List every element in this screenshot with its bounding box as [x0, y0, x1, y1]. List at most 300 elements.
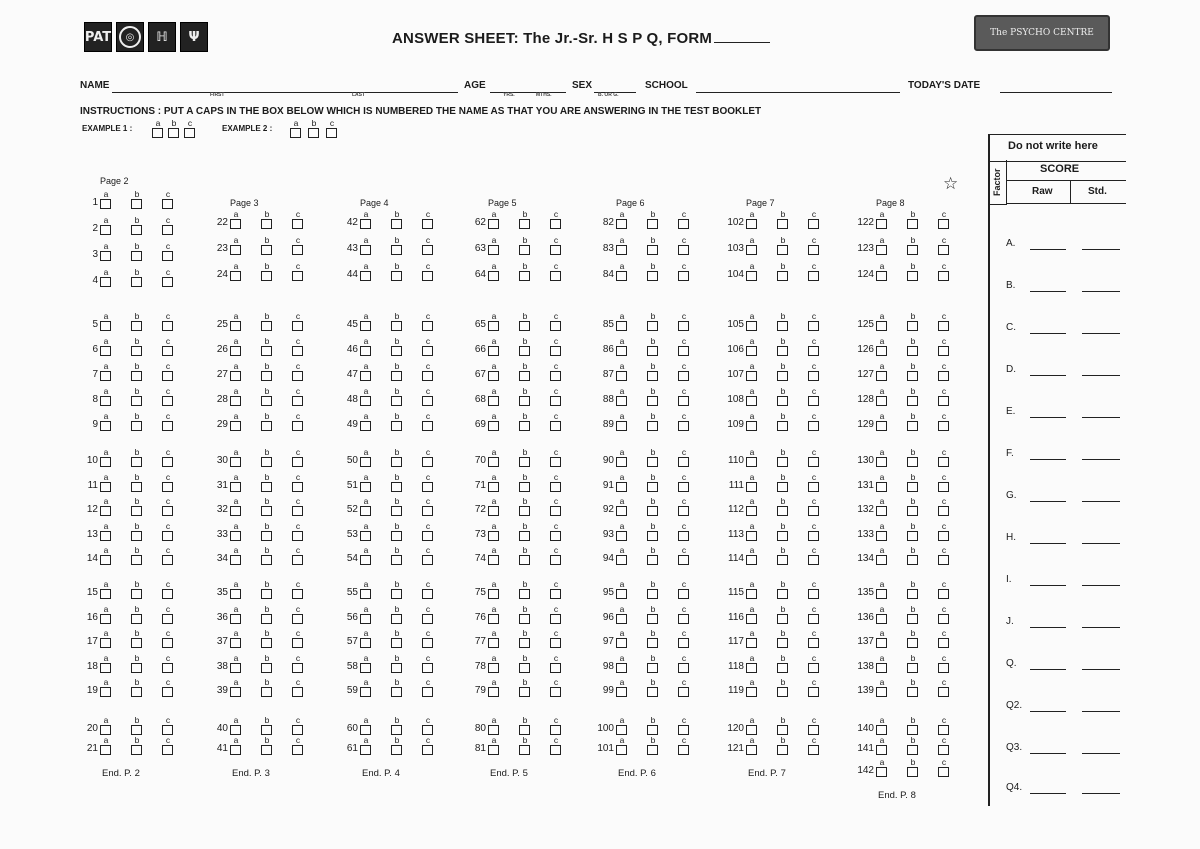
q28-option-c[interactable]	[292, 387, 304, 406]
q24-option-b[interactable]	[261, 262, 273, 281]
checkbox[interactable]	[938, 531, 949, 541]
q21-option-c[interactable]	[162, 736, 174, 755]
q72-option-b[interactable]	[519, 497, 531, 516]
checkbox[interactable]	[422, 371, 433, 381]
checkbox[interactable]	[519, 421, 530, 431]
checkbox[interactable]	[746, 638, 757, 648]
q10-option-b[interactable]	[131, 448, 143, 467]
q37-option-b[interactable]	[261, 629, 273, 648]
q39-option-b[interactable]	[261, 678, 273, 697]
checkbox[interactable]	[876, 745, 887, 755]
checkbox[interactable]	[519, 725, 530, 735]
q36-option-b[interactable]	[261, 605, 273, 624]
q111-option-c[interactable]	[808, 473, 820, 492]
checkbox[interactable]	[777, 482, 788, 492]
checkbox[interactable]	[907, 421, 918, 431]
checkbox[interactable]	[519, 396, 530, 406]
checkbox[interactable]	[808, 371, 819, 381]
checkbox[interactable]	[550, 663, 561, 673]
checkbox[interactable]	[907, 614, 918, 624]
checkbox[interactable]	[360, 663, 371, 673]
q67-option-a[interactable]	[488, 362, 500, 381]
checkbox[interactable]	[777, 457, 788, 467]
q140-option-b[interactable]	[907, 716, 919, 735]
checkbox[interactable]	[746, 555, 757, 565]
checkbox[interactable]	[230, 321, 241, 331]
checkbox[interactable]	[261, 482, 272, 492]
q97-option-a[interactable]	[616, 629, 628, 648]
q35-option-c[interactable]	[292, 580, 304, 599]
q130-option-a[interactable]	[876, 448, 888, 467]
q104-option-c[interactable]	[808, 262, 820, 281]
q6-option-a[interactable]	[100, 337, 112, 356]
checkbox[interactable]	[261, 725, 272, 735]
q114-option-b[interactable]	[777, 546, 789, 565]
checkbox[interactable]	[808, 219, 819, 229]
q132-option-a[interactable]	[876, 497, 888, 516]
q96-option-b[interactable]	[647, 605, 659, 624]
q122-option-a[interactable]	[876, 210, 888, 229]
checkbox[interactable]	[162, 745, 173, 755]
q115-option-a[interactable]	[746, 580, 758, 599]
q64-option-b[interactable]	[519, 262, 531, 281]
q13-option-a[interactable]	[100, 522, 112, 541]
checkbox[interactable]	[550, 421, 561, 431]
checkbox[interactable]	[550, 725, 561, 735]
q115-option-b[interactable]	[777, 580, 789, 599]
q4-option-c[interactable]	[162, 268, 174, 287]
checkbox[interactable]	[938, 245, 949, 255]
checkbox[interactable]	[391, 638, 402, 648]
checkbox[interactable]	[616, 421, 627, 431]
q4-option-a[interactable]	[100, 268, 112, 287]
checkbox[interactable]	[678, 589, 689, 599]
checkbox[interactable]	[746, 506, 757, 516]
q107-option-a[interactable]	[746, 362, 758, 381]
checkbox[interactable]	[519, 687, 530, 697]
q34-option-a[interactable]	[230, 546, 242, 565]
checkbox[interactable]	[907, 725, 918, 735]
checkbox[interactable]	[261, 396, 272, 406]
q87-option-a[interactable]	[616, 362, 628, 381]
q96-option-c[interactable]	[678, 605, 690, 624]
checkbox[interactable]	[422, 506, 433, 516]
q135-option-b[interactable]	[907, 580, 919, 599]
std-score-field[interactable]	[1082, 459, 1120, 460]
q36-option-c[interactable]	[292, 605, 304, 624]
q23-option-b[interactable]	[261, 236, 273, 255]
q81-option-c[interactable]	[550, 736, 562, 755]
q38-option-b[interactable]	[261, 654, 273, 673]
q21-option-b[interactable]	[131, 736, 143, 755]
q95-option-c[interactable]	[678, 580, 690, 599]
checkbox[interactable]	[230, 245, 241, 255]
q58-option-a[interactable]	[360, 654, 372, 673]
q125-option-a[interactable]	[876, 312, 888, 331]
checkbox[interactable]	[808, 725, 819, 735]
checkbox[interactable]	[876, 482, 887, 492]
q132-option-c[interactable]	[938, 497, 950, 516]
checkbox[interactable]	[938, 371, 949, 381]
checkbox[interactable]	[391, 506, 402, 516]
q131-option-b[interactable]	[907, 473, 919, 492]
q73-option-b[interactable]	[519, 522, 531, 541]
checkbox[interactable]	[808, 638, 819, 648]
q8-option-b[interactable]	[131, 387, 143, 406]
q62-option-a[interactable]	[488, 210, 500, 229]
q46-option-b[interactable]	[391, 337, 403, 356]
q48-option-c[interactable]	[422, 387, 434, 406]
checkbox[interactable]	[326, 128, 337, 138]
checkbox[interactable]	[422, 663, 433, 673]
q124-option-b[interactable]	[907, 262, 919, 281]
checkbox[interactable]	[422, 725, 433, 735]
q10-option-a[interactable]	[100, 448, 112, 467]
checkbox[interactable]	[876, 531, 887, 541]
checkbox[interactable]	[360, 614, 371, 624]
q137-option-b[interactable]	[907, 629, 919, 648]
q19-option-b[interactable]	[131, 678, 143, 697]
q75-option-c[interactable]	[550, 580, 562, 599]
checkbox[interactable]	[808, 589, 819, 599]
checkbox[interactable]	[519, 506, 530, 516]
checkbox[interactable]	[230, 614, 241, 624]
checkbox[interactable]	[808, 745, 819, 755]
q116-option-b[interactable]	[777, 605, 789, 624]
checkbox[interactable]	[616, 614, 627, 624]
q17-option-c[interactable]	[162, 629, 174, 648]
q138-option-c[interactable]	[938, 654, 950, 673]
checkbox[interactable]	[230, 725, 241, 735]
q2-option-b[interactable]	[131, 216, 143, 235]
checkbox[interactable]	[550, 396, 561, 406]
q93-option-b[interactable]	[647, 522, 659, 541]
checkbox[interactable]	[746, 346, 757, 356]
q18-option-b[interactable]	[131, 654, 143, 673]
q42-option-b[interactable]	[391, 210, 403, 229]
q97-option-b[interactable]	[647, 629, 659, 648]
q7-option-c[interactable]	[162, 362, 174, 381]
raw-score-field[interactable]	[1030, 459, 1066, 460]
q42-option-c[interactable]	[422, 210, 434, 229]
q50-option-a[interactable]	[360, 448, 372, 467]
checkbox[interactable]	[907, 245, 918, 255]
q74-option-a[interactable]	[488, 546, 500, 565]
q50-option-c[interactable]	[422, 448, 434, 467]
checkbox[interactable]	[678, 421, 689, 431]
q112-option-c[interactable]	[808, 497, 820, 516]
checkbox[interactable]	[230, 745, 241, 755]
q9-option-b[interactable]	[131, 412, 143, 431]
checkbox[interactable]	[808, 531, 819, 541]
checkbox[interactable]	[488, 421, 499, 431]
q102-option-b[interactable]	[777, 210, 789, 229]
checkbox[interactable]	[100, 663, 111, 673]
checkbox[interactable]	[678, 687, 689, 697]
q27-option-c[interactable]	[292, 362, 304, 381]
checkbox[interactable]	[938, 421, 949, 431]
q20-option-b[interactable]	[131, 716, 143, 735]
checkbox[interactable]	[938, 321, 949, 331]
q132-option-b[interactable]	[907, 497, 919, 516]
checkbox[interactable]	[550, 371, 561, 381]
q106-option-b[interactable]	[777, 337, 789, 356]
checkbox[interactable]	[876, 767, 887, 777]
q104-option-b[interactable]	[777, 262, 789, 281]
checkbox[interactable]	[519, 745, 530, 755]
q96-option-a[interactable]	[616, 605, 628, 624]
q57-option-c[interactable]	[422, 629, 434, 648]
checkbox[interactable]	[488, 271, 499, 281]
checkbox[interactable]	[519, 271, 530, 281]
q140-option-a[interactable]	[876, 716, 888, 735]
std-score-field[interactable]	[1082, 753, 1120, 754]
q105-option-a[interactable]	[746, 312, 758, 331]
checkbox[interactable]	[616, 687, 627, 697]
checkbox[interactable]	[162, 506, 173, 516]
q66-option-c[interactable]	[550, 337, 562, 356]
checkbox[interactable]	[261, 663, 272, 673]
q32-option-a[interactable]	[230, 497, 242, 516]
q53-option-c[interactable]	[422, 522, 434, 541]
checkbox[interactable]	[550, 638, 561, 648]
q61-option-a[interactable]	[360, 736, 372, 755]
checkbox[interactable]	[292, 687, 303, 697]
q76-option-b[interactable]	[519, 605, 531, 624]
q97-option-c[interactable]	[678, 629, 690, 648]
checkbox[interactable]	[391, 371, 402, 381]
q14-option-b[interactable]	[131, 546, 143, 565]
q52-option-b[interactable]	[391, 497, 403, 516]
q16-option-c[interactable]	[162, 605, 174, 624]
q138-option-a[interactable]	[876, 654, 888, 673]
q69-option-a[interactable]	[488, 412, 500, 431]
checkbox[interactable]	[360, 589, 371, 599]
checkbox[interactable]	[292, 506, 303, 516]
checkbox[interactable]	[162, 396, 173, 406]
checkbox[interactable]	[131, 346, 142, 356]
q88-option-a[interactable]	[616, 387, 628, 406]
checkbox[interactable]	[292, 321, 303, 331]
checkbox[interactable]	[876, 457, 887, 467]
checkbox[interactable]	[261, 506, 272, 516]
q31-option-c[interactable]	[292, 473, 304, 492]
checkbox[interactable]	[131, 687, 142, 697]
q74-option-c[interactable]	[550, 546, 562, 565]
checkbox[interactable]	[777, 421, 788, 431]
checkbox[interactable]	[616, 346, 627, 356]
checkbox[interactable]	[100, 251, 111, 261]
q19-option-a[interactable]	[100, 678, 112, 697]
q22-option-b[interactable]	[261, 210, 273, 229]
checkbox[interactable]	[100, 421, 111, 431]
q116-option-c[interactable]	[808, 605, 820, 624]
checkbox[interactable]	[100, 457, 111, 467]
checkbox[interactable]	[746, 421, 757, 431]
q25-option-c[interactable]	[292, 312, 304, 331]
q113-option-c[interactable]	[808, 522, 820, 541]
q61-option-c[interactable]	[422, 736, 434, 755]
q85-option-c[interactable]	[678, 312, 690, 331]
checkbox[interactable]	[907, 457, 918, 467]
q52-option-c[interactable]	[422, 497, 434, 516]
q120-option-b[interactable]	[777, 716, 789, 735]
q103-option-b[interactable]	[777, 236, 789, 255]
q141-option-a[interactable]	[876, 736, 888, 755]
checkbox[interactable]	[391, 531, 402, 541]
q40-option-b[interactable]	[261, 716, 273, 735]
raw-score-field[interactable]	[1030, 585, 1066, 586]
checkbox[interactable]	[777, 396, 788, 406]
form-blank[interactable]	[714, 42, 770, 43]
checkbox[interactable]	[616, 745, 627, 755]
checkbox[interactable]	[162, 614, 173, 624]
checkbox[interactable]	[808, 663, 819, 673]
checkbox[interactable]	[261, 271, 272, 281]
q108-option-c[interactable]	[808, 387, 820, 406]
q111-option-a[interactable]	[746, 473, 758, 492]
checkbox[interactable]	[360, 457, 371, 467]
q63-option-a[interactable]	[488, 236, 500, 255]
checkbox[interactable]	[678, 555, 689, 565]
q77-option-c[interactable]	[550, 629, 562, 648]
raw-score-field[interactable]	[1030, 333, 1066, 334]
checkbox[interactable]	[616, 638, 627, 648]
q30-option-a[interactable]	[230, 448, 242, 467]
q70-option-c[interactable]	[550, 448, 562, 467]
q134-option-b[interactable]	[907, 546, 919, 565]
checkbox[interactable]	[678, 321, 689, 331]
checkbox[interactable]	[519, 346, 530, 356]
q70-option-a[interactable]	[488, 448, 500, 467]
q65-option-b[interactable]	[519, 312, 531, 331]
checkbox[interactable]	[808, 687, 819, 697]
checkbox[interactable]	[131, 421, 142, 431]
q47-option-b[interactable]	[391, 362, 403, 381]
checkbox[interactable]	[876, 346, 887, 356]
checkbox[interactable]	[391, 457, 402, 467]
q3-option-a[interactable]	[100, 242, 112, 261]
q126-option-a[interactable]	[876, 337, 888, 356]
q16-option-b[interactable]	[131, 605, 143, 624]
checkbox[interactable]	[391, 725, 402, 735]
q65-option-c[interactable]	[550, 312, 562, 331]
checkbox[interactable]	[550, 457, 561, 467]
checkbox[interactable]	[360, 725, 371, 735]
checkbox[interactable]	[907, 219, 918, 229]
q21-option-a[interactable]	[100, 736, 112, 755]
q113-option-b[interactable]	[777, 522, 789, 541]
checkbox[interactable]	[488, 245, 499, 255]
q31-option-b[interactable]	[261, 473, 273, 492]
q80-option-b[interactable]	[519, 716, 531, 735]
checkbox[interactable]	[647, 482, 658, 492]
checkbox[interactable]	[292, 271, 303, 281]
q46-option-a[interactable]	[360, 337, 372, 356]
q15-option-a[interactable]	[100, 580, 112, 599]
checkbox[interactable]	[678, 457, 689, 467]
q60-option-b[interactable]	[391, 716, 403, 735]
q127-option-c[interactable]	[938, 362, 950, 381]
checkbox[interactable]	[292, 555, 303, 565]
checkbox[interactable]	[808, 482, 819, 492]
q47-option-c[interactable]	[422, 362, 434, 381]
checkbox[interactable]	[647, 506, 658, 516]
checkbox[interactable]	[261, 245, 272, 255]
checkbox[interactable]	[519, 219, 530, 229]
q12-option-c[interactable]	[162, 497, 174, 516]
checkbox[interactable]	[777, 745, 788, 755]
checkbox[interactable]	[292, 245, 303, 255]
q18-option-c[interactable]	[162, 654, 174, 673]
checkbox[interactable]	[292, 589, 303, 599]
checkbox[interactable]	[422, 531, 433, 541]
checkbox[interactable]	[938, 482, 949, 492]
checkbox[interactable]	[422, 245, 433, 255]
q124-option-c[interactable]	[938, 262, 950, 281]
q110-option-b[interactable]	[777, 448, 789, 467]
q78-option-c[interactable]	[550, 654, 562, 673]
checkbox[interactable]	[292, 614, 303, 624]
checkbox[interactable]	[391, 555, 402, 565]
q26-option-b[interactable]	[261, 337, 273, 356]
checkbox[interactable]	[678, 745, 689, 755]
q129-option-b[interactable]	[907, 412, 919, 431]
raw-score-field[interactable]	[1030, 543, 1066, 544]
q125-option-c[interactable]	[938, 312, 950, 331]
checkbox[interactable]	[292, 663, 303, 673]
std-score-field[interactable]	[1082, 585, 1120, 586]
q102-option-a[interactable]	[746, 210, 758, 229]
q126-option-b[interactable]	[907, 337, 919, 356]
checkbox[interactable]	[230, 555, 241, 565]
q24-option-c[interactable]	[292, 262, 304, 281]
checkbox[interactable]	[678, 346, 689, 356]
q25-option-b[interactable]	[261, 312, 273, 331]
checkbox[interactable]	[678, 396, 689, 406]
checkbox[interactable]	[391, 614, 402, 624]
checkbox[interactable]	[746, 614, 757, 624]
q135-option-c[interactable]	[938, 580, 950, 599]
checkbox[interactable]	[746, 219, 757, 229]
checkbox[interactable]	[876, 271, 887, 281]
q13-option-b[interactable]	[131, 522, 143, 541]
checkbox[interactable]	[647, 687, 658, 697]
q7-option-a[interactable]	[100, 362, 112, 381]
q118-option-b[interactable]	[777, 654, 789, 673]
q72-option-a[interactable]	[488, 497, 500, 516]
checkbox[interactable]	[100, 346, 111, 356]
checkbox[interactable]	[616, 725, 627, 735]
checkbox[interactable]	[907, 638, 918, 648]
checkbox[interactable]	[100, 745, 111, 755]
checkbox[interactable]	[746, 457, 757, 467]
q2-option-c[interactable]	[162, 216, 174, 235]
q70-option-b[interactable]	[519, 448, 531, 467]
q19-option-c[interactable]	[162, 678, 174, 697]
checkbox[interactable]	[777, 614, 788, 624]
checkbox[interactable]	[100, 371, 111, 381]
age-field[interactable]	[490, 92, 566, 93]
q56-option-c[interactable]	[422, 605, 434, 624]
checkbox[interactable]	[808, 555, 819, 565]
q77-option-b[interactable]	[519, 629, 531, 648]
q48-option-a[interactable]	[360, 387, 372, 406]
q37-option-a[interactable]	[230, 629, 242, 648]
q30-option-c[interactable]	[292, 448, 304, 467]
checkbox[interactable]	[360, 638, 371, 648]
q80-option-a[interactable]	[488, 716, 500, 735]
